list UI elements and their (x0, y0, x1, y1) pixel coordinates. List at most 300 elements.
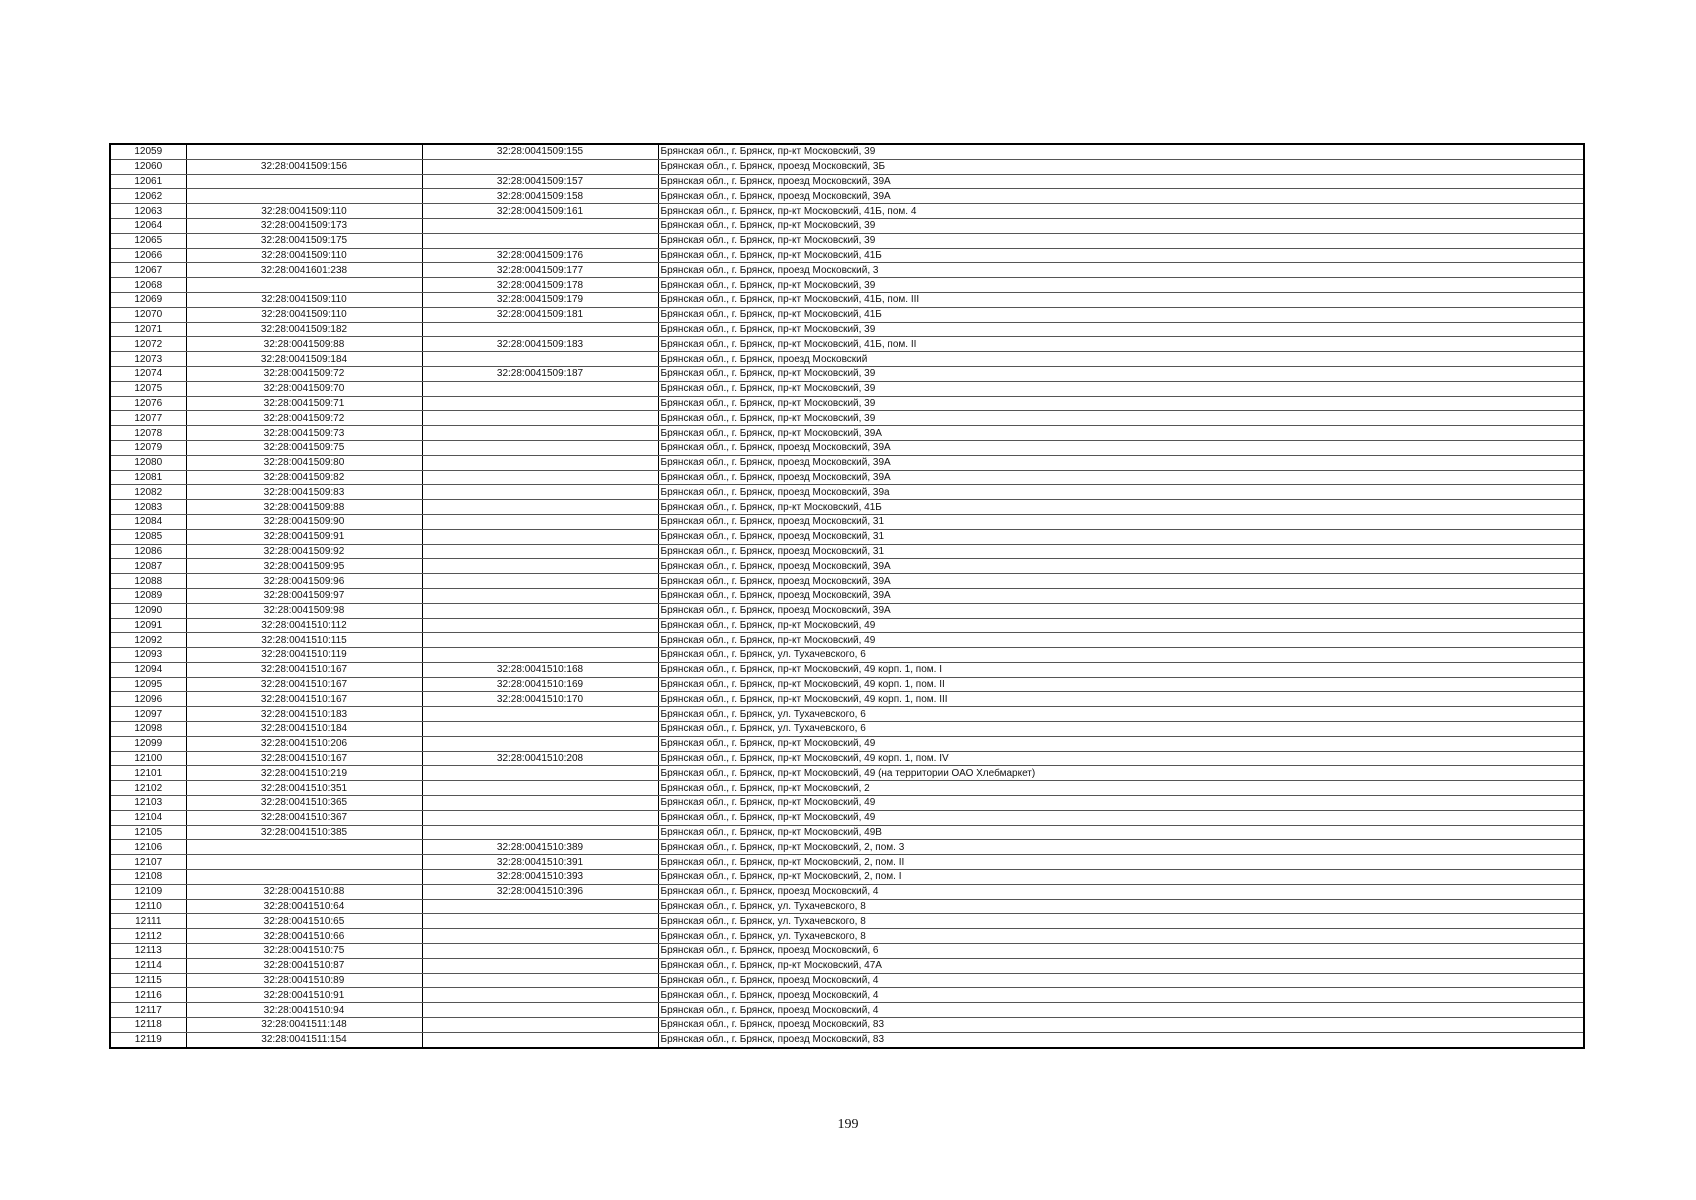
address-cell: Брянская обл., г. Брянск, проезд Московский, 83 (658, 1032, 1584, 1047)
building-number-cell (422, 233, 658, 248)
row-number-cell: 12116 (110, 988, 186, 1003)
building-number-cell (422, 440, 658, 455)
address-cell: Брянская обл., г. Брянск, пр-кт Московский, 49 (658, 736, 1584, 751)
land-parcel-cell: 32:28:0041511:148 (186, 1018, 422, 1033)
building-number-cell (422, 1003, 658, 1018)
address-cell: Брянская обл., г. Брянск, проезд Московский, 39А (658, 559, 1584, 574)
row-number-cell: 12107 (110, 855, 186, 870)
table-row (110, 485, 1584, 500)
table-row (110, 529, 1584, 544)
land-parcel-cell: 32:28:0041509:98 (186, 603, 422, 618)
table-row (110, 855, 1584, 870)
land-parcel-cell: 32:28:0041510:66 (186, 929, 422, 944)
row-number-cell: 12068 (110, 278, 186, 293)
table-row (110, 884, 1584, 899)
table-row (110, 648, 1584, 663)
building-number-cell (422, 810, 658, 825)
row-number-cell: 12093 (110, 648, 186, 663)
row-number-cell: 12074 (110, 366, 186, 381)
table-row (110, 692, 1584, 707)
land-parcel-cell: 32:28:0041511:154 (186, 1032, 422, 1047)
row-number-cell: 12069 (110, 292, 186, 307)
building-number-cell (422, 514, 658, 529)
row-number-cell: 12110 (110, 899, 186, 914)
building-number-cell: 32:28:0041510:169 (422, 677, 658, 692)
table-row (110, 366, 1584, 381)
land-parcel-cell: 32:28:0041510:65 (186, 914, 422, 929)
land-parcel-cell: 32:28:0041510:183 (186, 707, 422, 722)
address-cell: Брянская обл., г. Брянск, ул. Тухачевского, 8 (658, 899, 1584, 914)
address-cell: Брянская обл., г. Брянск, проезд Московский, 39А (658, 588, 1584, 603)
land-parcel-cell: 32:28:0041510:119 (186, 648, 422, 663)
address-cell: Брянская обл., г. Брянск, проезд Московский (658, 352, 1584, 367)
table-row (110, 455, 1584, 470)
table-row (110, 233, 1584, 248)
row-number-cell: 12078 (110, 426, 186, 441)
land-parcel-cell: 32:28:0041509:80 (186, 455, 422, 470)
address-cell: Брянская обл., г. Брянск, пр-кт Московский, 41Б (658, 307, 1584, 322)
address-cell: Брянская обл., г. Брянск, проезд Московский, 83 (658, 1018, 1584, 1033)
building-number-cell: 32:28:0041509:183 (422, 337, 658, 352)
table-row (110, 603, 1584, 618)
building-number-cell (422, 529, 658, 544)
address-cell: Брянская обл., г. Брянск, проезд Московский, 3Б (658, 159, 1584, 174)
row-number-cell: 12079 (110, 440, 186, 455)
address-cell: Брянская обл., г. Брянск, проезд Московский, 31 (658, 544, 1584, 559)
row-number-cell: 12076 (110, 396, 186, 411)
table-row (110, 559, 1584, 574)
address-cell: Брянская обл., г. Брянск, проезд Московский, 39А (658, 189, 1584, 204)
row-number-cell: 12115 (110, 973, 186, 988)
building-number-cell: 32:28:0041509:157 (422, 174, 658, 189)
land-parcel-cell: 32:28:0041509:70 (186, 381, 422, 396)
table-row (110, 159, 1584, 174)
row-number-cell: 12071 (110, 322, 186, 337)
row-number-cell: 12094 (110, 662, 186, 677)
land-parcel-cell: 32:28:0041510:385 (186, 825, 422, 840)
building-number-cell (422, 574, 658, 589)
land-parcel-cell: 32:28:0041509:92 (186, 544, 422, 559)
table-row (110, 263, 1584, 278)
building-number-cell: 32:28:0041509:179 (422, 292, 658, 307)
address-cell: Брянская обл., г. Брянск, пр-кт Московский, 49 корп. 1, пом. I (658, 662, 1584, 677)
building-number-cell (422, 603, 658, 618)
land-parcel-cell: 32:28:0041510:115 (186, 633, 422, 648)
table-row (110, 781, 1584, 796)
table-row (110, 1003, 1584, 1018)
land-parcel-cell: 32:28:0041510:75 (186, 944, 422, 959)
building-number-cell (422, 781, 658, 796)
row-number-cell: 12073 (110, 352, 186, 367)
address-cell: Брянская обл., г. Брянск, пр-кт Московский, 2, пом. 3 (658, 840, 1584, 855)
table-row (110, 707, 1584, 722)
building-number-cell (422, 707, 658, 722)
row-number-cell: 12059 (110, 144, 186, 159)
table-row (110, 825, 1584, 840)
row-number-cell: 12063 (110, 204, 186, 219)
address-cell: Брянская обл., г. Брянск, проезд Московский, 39а (658, 485, 1584, 500)
building-number-cell: 32:28:0041510:393 (422, 870, 658, 885)
address-cell: Брянская обл., г. Брянск, пр-кт Московский, 49 корп. 1, пом. II (658, 677, 1584, 692)
land-parcel-cell: 32:28:0041510:87 (186, 958, 422, 973)
row-number-cell: 12065 (110, 233, 186, 248)
land-parcel-cell: 32:28:0041510:94 (186, 1003, 422, 1018)
land-parcel-cell (186, 278, 422, 293)
table-row (110, 292, 1584, 307)
table-row (110, 544, 1584, 559)
building-number-cell (422, 544, 658, 559)
land-parcel-cell: 32:28:0041510:206 (186, 736, 422, 751)
building-number-cell: 32:28:0041510:391 (422, 855, 658, 870)
building-number-cell (422, 958, 658, 973)
table-row (110, 677, 1584, 692)
address-cell: Брянская обл., г. Брянск, пр-кт Московский, 39 (658, 322, 1584, 337)
land-parcel-cell: 32:28:0041509:73 (186, 426, 422, 441)
land-parcel-cell: 32:28:0041510:365 (186, 796, 422, 811)
row-number-cell: 12086 (110, 544, 186, 559)
address-cell: Брянская обл., г. Брянск, проезд Московский, 3 (658, 263, 1584, 278)
building-number-cell (422, 470, 658, 485)
address-cell: Брянская обл., г. Брянск, пр-кт Московский, 41Б, пом. 4 (658, 204, 1584, 219)
address-cell: Брянская обл., г. Брянск, пр-кт Московский, 2, пом. II (658, 855, 1584, 870)
row-number-cell: 12098 (110, 722, 186, 737)
address-cell: Брянская обл., г. Брянск, пр-кт Московский, 39 (658, 233, 1584, 248)
table-body (110, 144, 1584, 1048)
land-parcel-cell: 32:28:0041509:75 (186, 440, 422, 455)
land-parcel-cell: 32:28:0041509:182 (186, 322, 422, 337)
row-number-cell: 12109 (110, 884, 186, 899)
building-number-cell (422, 988, 658, 1003)
table-row (110, 810, 1584, 825)
building-number-cell (422, 559, 658, 574)
land-parcel-cell: 32:28:0041510:367 (186, 810, 422, 825)
building-number-cell (422, 722, 658, 737)
table-row (110, 500, 1584, 515)
land-parcel-cell (186, 144, 422, 159)
row-number-cell: 12084 (110, 514, 186, 529)
building-number-cell: 32:28:0041510:208 (422, 751, 658, 766)
address-cell: Брянская обл., г. Брянск, пр-кт Московский, 39 (658, 396, 1584, 411)
address-cell: Брянская обл., г. Брянск, пр-кт Московский, 41Б, пом. III (658, 292, 1584, 307)
building-number-cell (422, 322, 658, 337)
row-number-cell: 12101 (110, 766, 186, 781)
address-cell: Брянская обл., г. Брянск, пр-кт Московский, 2, пом. I (658, 870, 1584, 885)
row-number-cell: 12099 (110, 736, 186, 751)
address-cell: Брянская обл., г. Брянск, пр-кт Московский, 39 (658, 366, 1584, 381)
building-number-cell: 32:28:0041509:161 (422, 204, 658, 219)
land-parcel-cell: 32:28:0041510:351 (186, 781, 422, 796)
building-number-cell: 32:28:0041510:396 (422, 884, 658, 899)
table-row (110, 218, 1584, 233)
row-number-cell: 12088 (110, 574, 186, 589)
table-row (110, 840, 1584, 855)
table-row (110, 662, 1584, 677)
building-number-cell (422, 736, 658, 751)
land-parcel-cell: 32:28:0041510:88 (186, 884, 422, 899)
building-number-cell (422, 455, 658, 470)
land-parcel-cell: 32:28:0041509:95 (186, 559, 422, 574)
table-row (110, 766, 1584, 781)
table-row (110, 588, 1584, 603)
row-number-cell: 12081 (110, 470, 186, 485)
land-parcel-cell: 32:28:0041509:173 (186, 218, 422, 233)
land-parcel-cell (186, 840, 422, 855)
building-number-cell (422, 796, 658, 811)
row-number-cell: 12087 (110, 559, 186, 574)
land-parcel-cell: 32:28:0041509:110 (186, 204, 422, 219)
table-row (110, 870, 1584, 885)
table-row (110, 174, 1584, 189)
cadastral-table (109, 143, 1585, 1049)
table-row (110, 411, 1584, 426)
address-cell: Брянская обл., г. Брянск, пр-кт Московский, 49 (на территории ОАО Хлебмаркет) (658, 766, 1584, 781)
land-parcel-cell: 32:28:0041509:97 (186, 588, 422, 603)
row-number-cell: 12113 (110, 944, 186, 959)
address-cell: Брянская обл., г. Брянск, проезд Московский, 4 (658, 1003, 1584, 1018)
row-number-cell: 12118 (110, 1018, 186, 1033)
land-parcel-cell: 32:28:0041510:167 (186, 751, 422, 766)
row-number-cell: 12061 (110, 174, 186, 189)
row-number-cell: 12083 (110, 500, 186, 515)
table-row (110, 899, 1584, 914)
table-row (110, 914, 1584, 929)
building-number-cell (422, 411, 658, 426)
land-parcel-cell: 32:28:0041510:167 (186, 677, 422, 692)
address-cell: Брянская обл., г. Брянск, пр-кт Московский, 41Б (658, 500, 1584, 515)
address-cell: Брянская обл., г. Брянск, проезд Московский, 31 (658, 514, 1584, 529)
building-number-cell (422, 485, 658, 500)
building-number-cell (422, 929, 658, 944)
row-number-cell: 12112 (110, 929, 186, 944)
row-number-cell: 12060 (110, 159, 186, 174)
table-row (110, 189, 1584, 204)
address-cell: Брянская обл., г. Брянск, проезд Московский, 6 (658, 944, 1584, 959)
building-number-cell (422, 396, 658, 411)
table-row (110, 204, 1584, 219)
building-number-cell: 32:28:0041510:168 (422, 662, 658, 677)
building-number-cell (422, 381, 658, 396)
address-cell: Брянская обл., г. Брянск, проезд Московский, 39А (658, 455, 1584, 470)
row-number-cell: 12096 (110, 692, 186, 707)
building-number-cell: 32:28:0041509:181 (422, 307, 658, 322)
land-parcel-cell: 32:28:0041509:156 (186, 159, 422, 174)
table-row (110, 1032, 1584, 1047)
table-row (110, 396, 1584, 411)
land-parcel-cell (186, 174, 422, 189)
row-number-cell: 12082 (110, 485, 186, 500)
row-number-cell: 12085 (110, 529, 186, 544)
address-cell: Брянская обл., г. Брянск, пр-кт Московский, 49 (658, 796, 1584, 811)
row-number-cell: 12104 (110, 810, 186, 825)
building-number-cell (422, 973, 658, 988)
building-number-cell: 32:28:0041509:155 (422, 144, 658, 159)
building-number-cell: 32:28:0041509:158 (422, 189, 658, 204)
address-cell: Брянская обл., г. Брянск, проезд Московский, 39А (658, 603, 1584, 618)
address-cell: Брянская обл., г. Брянск, проезд Московский, 4 (658, 884, 1584, 899)
building-number-cell: 32:28:0041510:170 (422, 692, 658, 707)
address-cell: Брянская обл., г. Брянск, пр-кт Московский, 49 (658, 810, 1584, 825)
row-number-cell: 12119 (110, 1032, 186, 1047)
land-parcel-cell: 32:28:0041510:89 (186, 973, 422, 988)
row-number-cell: 12100 (110, 751, 186, 766)
building-number-cell: 32:28:0041509:176 (422, 248, 658, 263)
row-number-cell: 12095 (110, 677, 186, 692)
row-number-cell: 12091 (110, 618, 186, 633)
land-parcel-cell: 32:28:0041509:184 (186, 352, 422, 367)
land-parcel-cell: 32:28:0041509:88 (186, 337, 422, 352)
land-parcel-cell: 32:28:0041509:71 (186, 396, 422, 411)
table-row (110, 470, 1584, 485)
land-parcel-cell: 32:28:0041509:110 (186, 248, 422, 263)
row-number-cell: 12111 (110, 914, 186, 929)
table-row (110, 426, 1584, 441)
row-number-cell: 12089 (110, 588, 186, 603)
land-parcel-cell: 32:28:0041510:112 (186, 618, 422, 633)
building-number-cell (422, 1018, 658, 1033)
address-cell: Брянская обл., г. Брянск, проезд Московский, 4 (658, 988, 1584, 1003)
row-number-cell: 12075 (110, 381, 186, 396)
table-row (110, 574, 1584, 589)
address-cell: Брянская обл., г. Брянск, пр-кт Московский, 49 (658, 633, 1584, 648)
table-row (110, 248, 1584, 263)
row-number-cell: 12070 (110, 307, 186, 322)
building-number-cell (422, 218, 658, 233)
address-cell: Брянская обл., г. Брянск, пр-кт Московский, 47А (658, 958, 1584, 973)
row-number-cell: 12117 (110, 1003, 186, 1018)
address-cell: Брянская обл., г. Брянск, пр-кт Московский, 39 (658, 278, 1584, 293)
land-parcel-cell: 32:28:0041509:88 (186, 500, 422, 515)
table-row (110, 722, 1584, 737)
building-number-cell (422, 633, 658, 648)
building-number-cell (422, 1032, 658, 1047)
table-row (110, 751, 1584, 766)
land-parcel-cell: 32:28:0041510:167 (186, 662, 422, 677)
row-number-cell: 12072 (110, 337, 186, 352)
address-cell: Брянская обл., г. Брянск, пр-кт Московский, 2 (658, 781, 1584, 796)
address-cell: Брянская обл., г. Брянск, пр-кт Московский, 39 (658, 411, 1584, 426)
table-row (110, 144, 1584, 159)
building-number-cell (422, 618, 658, 633)
table-row (110, 633, 1584, 648)
building-number-cell (422, 159, 658, 174)
row-number-cell: 12080 (110, 455, 186, 470)
address-cell: Брянская обл., г. Брянск, пр-кт Московский, 41Б (658, 248, 1584, 263)
building-number-cell (422, 944, 658, 959)
land-parcel-cell: 32:28:0041510:184 (186, 722, 422, 737)
land-parcel-cell: 32:28:0041509:110 (186, 307, 422, 322)
address-cell: Брянская обл., г. Брянск, пр-кт Московский, 39 (658, 218, 1584, 233)
land-parcel-cell: 32:28:0041510:167 (186, 692, 422, 707)
building-number-cell (422, 588, 658, 603)
table-row (110, 973, 1584, 988)
address-cell: Брянская обл., г. Брянск, пр-кт Московский, 39 (658, 381, 1584, 396)
building-number-cell: 32:28:0041509:187 (422, 366, 658, 381)
address-cell: Брянская обл., г. Брянск, проезд Московский, 39А (658, 174, 1584, 189)
row-number-cell: 12090 (110, 603, 186, 618)
building-number-cell: 32:28:0041509:177 (422, 263, 658, 278)
address-cell: Брянская обл., г. Брянск, ул. Тухачевского, 8 (658, 914, 1584, 929)
building-number-cell (422, 352, 658, 367)
row-number-cell: 12114 (110, 958, 186, 973)
building-number-cell (422, 500, 658, 515)
land-parcel-cell: 32:28:0041510:91 (186, 988, 422, 1003)
land-parcel-cell: 32:28:0041509:72 (186, 411, 422, 426)
address-cell: Брянская обл., г. Брянск, проезд Московский, 39А (658, 574, 1584, 589)
building-number-cell (422, 914, 658, 929)
address-cell: Брянская обл., г. Брянск, ул. Тухачевского, 6 (658, 722, 1584, 737)
address-cell: Брянская обл., г. Брянск, ул. Тухачевского, 6 (658, 648, 1584, 663)
building-number-cell (422, 899, 658, 914)
row-number-cell: 12066 (110, 248, 186, 263)
address-cell: Брянская обл., г. Брянск, пр-кт Московский, 39А (658, 426, 1584, 441)
land-parcel-cell: 32:28:0041509:72 (186, 366, 422, 381)
row-number-cell: 12103 (110, 796, 186, 811)
table-row (110, 514, 1584, 529)
address-cell: Брянская обл., г. Брянск, пр-кт Московский, 49 корп. 1, пом. III (658, 692, 1584, 707)
building-number-cell (422, 426, 658, 441)
table-row (110, 322, 1584, 337)
land-parcel-cell: 32:28:0041509:175 (186, 233, 422, 248)
address-cell: Брянская обл., г. Брянск, пр-кт Московский, 41Б, пом. II (658, 337, 1584, 352)
row-number-cell: 12105 (110, 825, 186, 840)
row-number-cell: 12077 (110, 411, 186, 426)
table-row (110, 944, 1584, 959)
row-number-cell: 12102 (110, 781, 186, 796)
address-cell: Брянская обл., г. Брянск, пр-кт Московский, 49 корп. 1, пом. IV (658, 751, 1584, 766)
land-parcel-cell: 32:28:0041509:82 (186, 470, 422, 485)
table-row (110, 618, 1584, 633)
address-cell: Брянская обл., г. Брянск, ул. Тухачевского, 6 (658, 707, 1584, 722)
page-number: 199 (837, 1117, 859, 1132)
row-number-cell: 12106 (110, 840, 186, 855)
table-row (110, 381, 1584, 396)
table-row (110, 307, 1584, 322)
land-parcel-cell: 32:28:0041510:219 (186, 766, 422, 781)
table-row (110, 736, 1584, 751)
land-parcel-cell (186, 855, 422, 870)
building-number-cell (422, 766, 658, 781)
address-cell: Брянская обл., г. Брянск, проезд Московский, 39А (658, 440, 1584, 455)
building-number-cell (422, 648, 658, 663)
table-row (110, 988, 1584, 1003)
row-number-cell: 12064 (110, 218, 186, 233)
row-number-cell: 12108 (110, 870, 186, 885)
table-row (110, 440, 1584, 455)
table-row (110, 278, 1584, 293)
table-row (110, 337, 1584, 352)
row-number-cell: 12062 (110, 189, 186, 204)
address-cell: Брянская обл., г. Брянск, проезд Московский, 31 (658, 529, 1584, 544)
table-row (110, 929, 1584, 944)
row-number-cell: 12097 (110, 707, 186, 722)
land-parcel-cell (186, 189, 422, 204)
row-number-cell: 12092 (110, 633, 186, 648)
land-parcel-cell: 32:28:0041510:64 (186, 899, 422, 914)
address-cell: Брянская обл., г. Брянск, проезд Московский, 4 (658, 973, 1584, 988)
table-row (110, 352, 1584, 367)
building-number-cell (422, 825, 658, 840)
address-cell: Брянская обл., г. Брянск, ул. Тухачевского, 8 (658, 929, 1584, 944)
table-row (110, 796, 1584, 811)
address-cell: Брянская обл., г. Брянск, проезд Московский, 39А (658, 470, 1584, 485)
address-cell: Брянская обл., г. Брянск, пр-кт Московский, 49В (658, 825, 1584, 840)
land-parcel-cell: 32:28:0041509:83 (186, 485, 422, 500)
land-parcel-cell: 32:28:0041509:91 (186, 529, 422, 544)
building-number-cell: 32:28:0041510:389 (422, 840, 658, 855)
land-parcel-cell: 32:28:0041509:90 (186, 514, 422, 529)
land-parcel-cell: 32:28:0041509:96 (186, 574, 422, 589)
land-parcel-cell (186, 870, 422, 885)
